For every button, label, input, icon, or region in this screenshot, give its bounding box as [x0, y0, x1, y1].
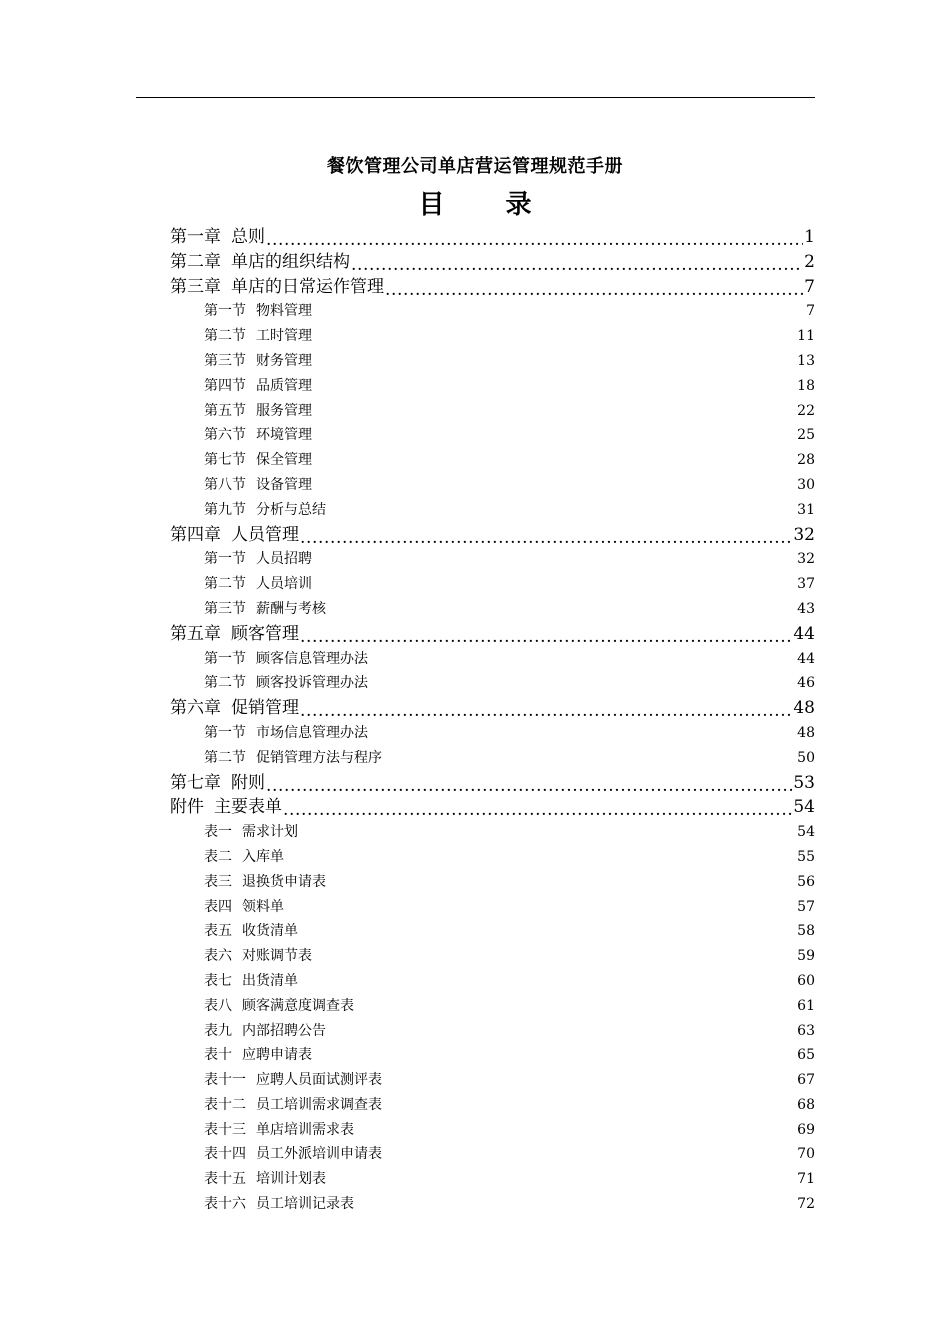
toc-entry-page-number: 55: [797, 848, 815, 865]
toc-entry-number: 第二节: [204, 576, 246, 593]
toc-entry-page-number: 63: [797, 1022, 815, 1039]
toc-entry-title: 分析与总结: [256, 501, 326, 518]
toc-entry-number: 第三节: [204, 600, 246, 617]
toc-entry-page-number: 53: [793, 772, 815, 793]
toc-entry-page-number: 71: [797, 1171, 815, 1188]
toc-entry-chapter[interactable]: [170, 795, 815, 820]
toc-entry-page-number: 25: [797, 427, 815, 444]
toc-entry-chapter[interactable]: [170, 696, 815, 721]
toc-entry-number: 表十一: [204, 1072, 246, 1089]
toc-entry-page-number: 68: [797, 1096, 815, 1113]
toc-entry-page-number: 1: [804, 227, 815, 247]
toc-entry-title: 物料管理: [256, 303, 312, 320]
toc-entry-title: 顾客投诉管理办法: [256, 675, 368, 692]
toc-entry-section[interactable]: [170, 647, 815, 672]
toc-entry-number: 表六: [204, 948, 232, 965]
toc-entry-title: 品质管理: [256, 377, 312, 394]
toc-entry-section[interactable]: [170, 1068, 815, 1093]
toc-entry-number: 表十五: [204, 1171, 246, 1188]
dot-leader: [369, 676, 796, 690]
dot-leader: [355, 998, 796, 1012]
toc-entry-page-number: 58: [797, 923, 815, 940]
toc-entry-title: 单店的日常运作管理: [231, 276, 384, 297]
toc-entry-number: 第二节: [204, 328, 246, 345]
document-title: 餐饮管理公司单店营运管理规范手册: [327, 156, 623, 177]
toc-entry-page-number: 32: [797, 551, 815, 568]
toc-entry-title: 领料单: [242, 898, 284, 915]
toc-entry-title: 工时管理: [256, 328, 312, 345]
toc-entry-title: 促销管理: [231, 698, 299, 719]
toc-entry-title: 员工培训需求调查表: [256, 1096, 382, 1113]
toc-entry-page-number: 30: [797, 476, 815, 493]
dot-leader: [351, 253, 803, 270]
toc-entry-section[interactable]: [170, 969, 815, 994]
toc-entry-section[interactable]: [170, 597, 815, 622]
toc-entry-title: 保全管理: [256, 452, 312, 469]
toc-entry-number: 表九: [204, 1022, 232, 1039]
toc-entry-section[interactable]: [170, 473, 815, 498]
toc-entry-page-number: 69: [797, 1121, 815, 1138]
toc-entry-number: 第二章: [170, 251, 221, 272]
dot-leader: [285, 899, 796, 913]
toc-entry-section[interactable]: [170, 448, 815, 473]
toc-entry-number: 第六章: [170, 698, 221, 719]
toc-entry-number: 表十六: [204, 1196, 246, 1213]
toc-entry-title: 出货清单: [242, 972, 298, 989]
dot-leader: [327, 601, 796, 615]
toc-entry-page-number: 70: [797, 1146, 815, 1163]
toc-entry-page-number: 56: [797, 873, 815, 890]
dot-leader: [313, 304, 805, 318]
dot-leader: [313, 329, 796, 343]
dot-leader: [313, 453, 796, 467]
toc-entry-section[interactable]: [170, 870, 815, 895]
dot-leader: [327, 502, 796, 516]
toc-entry-section[interactable]: [170, 895, 815, 920]
dot-leader: [383, 1097, 796, 1111]
toc-entry-section[interactable]: [170, 721, 815, 746]
dot-leader: [369, 725, 796, 739]
toc-entry-number: 第一节: [204, 650, 246, 667]
toc-entry-title: 应聘申请表: [242, 1047, 312, 1064]
toc-heading: 目 录: [418, 190, 558, 220]
dot-leader: [266, 228, 803, 245]
dot-leader: [385, 278, 803, 295]
toc-entry-page-number: 37: [797, 576, 815, 593]
toc-entry-section[interactable]: [170, 349, 815, 374]
toc-entry-page-number: 59: [797, 948, 815, 965]
toc-entry-number: 表十: [204, 1047, 232, 1064]
toc-entry-section[interactable]: [170, 919, 815, 944]
toc-entry-number: 第七章: [170, 772, 221, 793]
dot-leader: [313, 1048, 796, 1062]
toc-entry-chapter[interactable]: [170, 225, 815, 250]
toc-entry-title: 员工培训记录表: [256, 1196, 354, 1213]
dot-leader: [313, 552, 796, 566]
dot-leader: [313, 354, 796, 368]
toc-entry-title: 退换货申请表: [242, 873, 326, 890]
dot-leader: [313, 428, 796, 442]
toc-entry-page-number: 72: [797, 1196, 815, 1213]
dot-leader: [313, 403, 796, 417]
toc-entry-section[interactable]: [170, 324, 815, 349]
toc-entry-title: 财务管理: [256, 352, 312, 369]
toc-entry-number: 附件: [170, 797, 204, 818]
toc-entry-page-number: 2: [804, 251, 815, 272]
toc-entry-title: 员工外派培训申请表: [256, 1146, 382, 1163]
toc-entry-section[interactable]: [170, 1118, 815, 1143]
dot-leader: [300, 699, 792, 716]
toc-entry-number: 第一节: [204, 724, 246, 741]
dot-leader: [327, 1023, 796, 1037]
toc-entry-page-number: 57: [797, 898, 815, 915]
toc-entry-number: 第四节: [204, 377, 246, 394]
toc-entry-number: 第二节: [204, 675, 246, 692]
toc-entry-number: 第五节: [204, 402, 246, 419]
toc-entry-number: 第六节: [204, 427, 246, 444]
toc-entry-number: 表三: [204, 873, 232, 890]
toc-entry-chapter[interactable]: [170, 250, 815, 275]
toc-entry-section[interactable]: [170, 1093, 815, 1118]
toc-entry-chapter[interactable]: [170, 622, 815, 647]
toc-entry-title: 应聘人员面试测评表: [256, 1072, 382, 1089]
dot-leader: [355, 1197, 796, 1211]
toc-entry-number: 第五章: [170, 623, 221, 644]
dot-leader: [383, 1073, 796, 1087]
toc-entry-section[interactable]: [170, 671, 815, 696]
toc-entry-number: 表十四: [204, 1146, 246, 1163]
toc-entry-number: 表七: [204, 972, 232, 989]
dot-leader: [300, 526, 792, 543]
toc-entry-page-number: 61: [797, 997, 815, 1014]
toc-entry-number: 第二节: [204, 749, 246, 766]
dot-leader: [355, 1122, 796, 1136]
dot-leader: [299, 825, 796, 839]
toc-entry-section[interactable]: [170, 1043, 815, 1068]
toc-entry-number: 表五: [204, 923, 232, 940]
toc-entry-title: 服务管理: [256, 402, 312, 419]
toc-entry-page-number: 54: [797, 824, 815, 841]
toc-entry-title: 人员招聘: [256, 551, 312, 568]
toc-entry-page-number: 67: [797, 1072, 815, 1089]
toc-entry-page-number: 50: [797, 749, 815, 766]
toc-entry-title: 培训计划表: [256, 1171, 326, 1188]
toc-entry-page-number: 43: [797, 600, 815, 617]
toc-entry-title: 人员管理: [231, 524, 299, 545]
dot-leader: [383, 750, 796, 764]
toc-entry-title: 顾客信息管理办法: [256, 650, 368, 667]
toc-entry-number: 表八: [204, 997, 232, 1014]
toc-entry-title: 单店培训需求表: [256, 1121, 354, 1138]
toc-entry-chapter[interactable]: [170, 275, 815, 300]
toc-entry-number: 第一节: [204, 303, 246, 320]
toc-entry-number: 第八节: [204, 476, 246, 493]
toc-entry-page-number: 54: [793, 797, 815, 818]
toc-entry-title: 市场信息管理办法: [256, 724, 368, 741]
dot-leader: [283, 798, 792, 815]
toc-entry-page-number: 44: [797, 650, 815, 667]
toc-entry-title: 收货清单: [242, 923, 298, 940]
dot-leader: [285, 849, 796, 863]
toc-entry-number: 第九节: [204, 501, 246, 518]
dot-leader: [313, 577, 796, 591]
toc-entry-title: 顾客满意度调查表: [242, 997, 354, 1014]
toc-entry-page-number: 11: [797, 328, 815, 345]
toc-entry-page-number: 46: [797, 675, 815, 692]
toc-entry-page-number: 28: [797, 452, 815, 469]
toc-entry-number: 第一节: [204, 551, 246, 568]
toc-entry-number: 表二: [204, 848, 232, 865]
toc-entry-title: 薪酬与考核: [256, 600, 326, 617]
toc-entry-section[interactable]: [170, 299, 815, 324]
dot-leader: [266, 774, 792, 791]
toc-entry-number: 第一章: [170, 227, 221, 247]
dot-leader: [299, 924, 796, 938]
toc-entry-number: 表一: [204, 824, 232, 841]
dot-leader: [327, 1172, 796, 1186]
toc-entry-page-number: 7: [804, 276, 815, 297]
toc-entry-title: 入库单: [242, 848, 284, 865]
toc-entry-number: 表十三: [204, 1121, 246, 1138]
toc-entry-section[interactable]: [170, 820, 815, 845]
toc-entry-number: 表十二: [204, 1096, 246, 1113]
toc-entry-page-number: 18: [797, 377, 815, 394]
toc-entry-page-number: 60: [797, 972, 815, 989]
toc-entry-section[interactable]: [170, 572, 815, 597]
dot-leader: [313, 949, 796, 963]
toc-entry-page-number: 65: [797, 1047, 815, 1064]
toc-entry-section[interactable]: [170, 547, 815, 572]
toc-entry-chapter[interactable]: [170, 523, 815, 548]
toc-entry-section[interactable]: [170, 1019, 815, 1044]
dot-leader: [299, 973, 796, 987]
toc-entry-number: 第七节: [204, 452, 246, 469]
toc-entry-section[interactable]: [170, 845, 815, 870]
header-rule: [136, 97, 815, 98]
toc-entry-page-number: 32: [793, 524, 815, 545]
toc-entry-title: 单店的组织结构: [231, 251, 350, 272]
toc-entry-page-number: 44: [793, 623, 815, 644]
toc-entry-section[interactable]: [170, 994, 815, 1019]
toc-entry-title: 人员培训: [256, 576, 312, 593]
toc-entry-page-number: 48: [797, 724, 815, 741]
toc-entry-section[interactable]: [170, 498, 815, 523]
toc-entry-title: 环境管理: [256, 427, 312, 444]
toc-entry-title: 顾客管理: [231, 623, 299, 644]
toc-entry-section[interactable]: [170, 944, 815, 969]
toc-entry-title: 设备管理: [256, 476, 312, 493]
dot-leader: [313, 378, 796, 392]
toc-entry-section[interactable]: [170, 746, 815, 771]
dot-leader: [300, 625, 792, 642]
toc-entry-number: 第三节: [204, 352, 246, 369]
dot-leader: [327, 874, 796, 888]
toc-entry-section[interactable]: [170, 423, 815, 448]
dot-leader: [369, 651, 796, 665]
toc-entry-page-number: 48: [793, 698, 815, 719]
toc-entry-number: 第四章: [170, 524, 221, 545]
toc-entry-chapter[interactable]: [170, 771, 815, 796]
toc-entry-page-number: 13: [797, 352, 815, 369]
toc-entry-section[interactable]: [170, 374, 815, 399]
toc-entry-page-number: 31: [797, 501, 815, 518]
toc-entry-title: 附则: [231, 772, 265, 793]
toc-entry-page-number: 7: [806, 303, 815, 320]
toc-entry-number: 表四: [204, 898, 232, 915]
toc-entry-number: 第三章: [170, 276, 221, 297]
dot-leader: [313, 477, 796, 491]
dot-leader: [383, 1147, 796, 1161]
toc-entry-section[interactable]: [170, 1142, 815, 1167]
toc-entry-title: 需求计划: [242, 824, 298, 841]
toc-entry-title: 总则: [231, 227, 265, 247]
toc-entry-section[interactable]: [170, 1167, 815, 1192]
toc-entry-section[interactable]: [170, 1192, 815, 1217]
toc-entry-page-number: 22: [797, 402, 815, 419]
toc-entry-title: 主要表单: [214, 797, 282, 818]
toc-entry-title: 内部招聘公告: [242, 1022, 326, 1039]
toc-entry-title: 对账调节表: [242, 948, 312, 965]
table-of-contents: [170, 225, 815, 1217]
toc-entry-section[interactable]: [170, 399, 815, 424]
toc-entry-title: 促销管理方法与程序: [256, 749, 382, 766]
